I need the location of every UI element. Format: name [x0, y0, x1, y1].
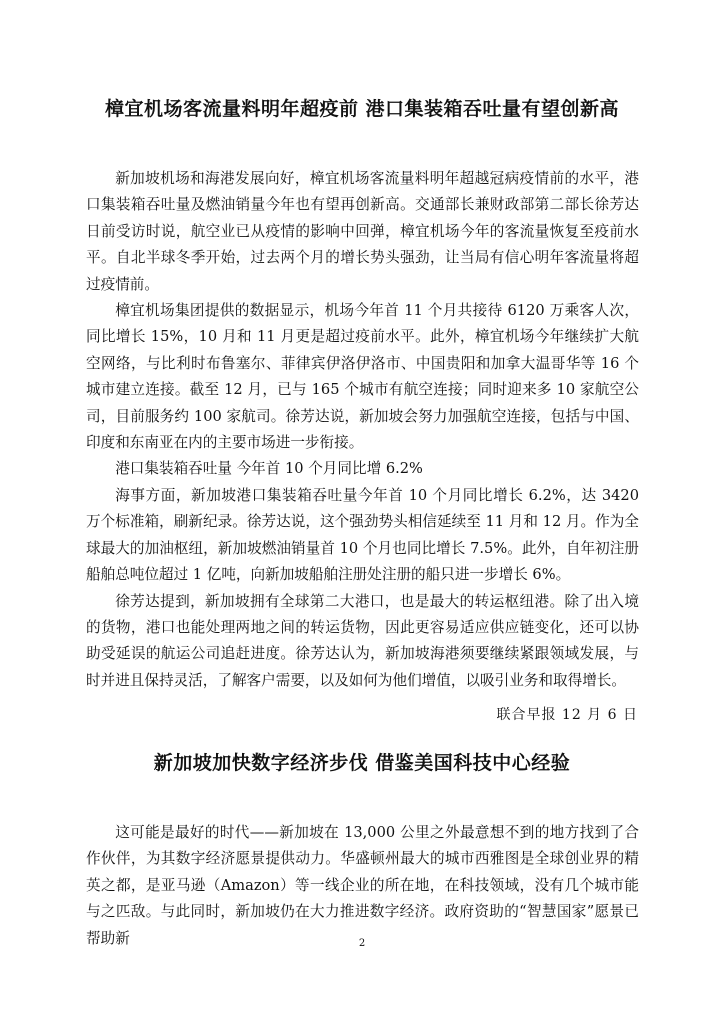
article1-body	[86, 166, 639, 694]
article1-title: 樟宜机场客流量料明年超疫前 港口集装箱吞吐量有望创新高	[104, 98, 620, 120]
article2-body	[86, 820, 639, 952]
article1-paragraph-2: 樟宜机场集团提供的数据显示，机场今年首 11 个月共接待 6120 万乘客人次，同比增长 15%，10 月和 11 月更是超过疫前水平。此外，樟宜机场今年继续扩大航空网络，与比利时布鲁塞尔、菲律宾伊洛伊洛市、中国贵阳和加拿大温哥华等 16 个城市建立连接。截至 12 月，已与 165 个城市有航空连接；同时迎来多 10 家航空公司，目前服务约 100 家航司。徐芳达说，新加坡会努力加强航空连接，包括与中国、印度和东南亚在内的主要市场进一步衔接。	[86, 302, 639, 452]
page-number: 2	[358, 938, 366, 949]
article2-title: 新加坡加快数字经济步伐 借鉴美国科技中心经验	[153, 752, 571, 774]
article1-paragraph-4: 徐芳达提到，新加坡拥有全球第二大港口，也是最大的转运枢纽港。除了出入境的货物，港口也能处理两地之间的转运货物，因此更容易适应供应链变化，还可以协助受延误的航运公司追赶进度。徐芳达认为，新加坡海港须要继续紧跟领域发展，与时并进且保持灵活，了解客户需要，以及如何为他们增值，以吸引业务和取得增长。	[86, 592, 639, 689]
article1-subheading: 港口集装箱吞吐量 今年首 10 个月同比增 6.2%	[115, 460, 423, 478]
article1-source: 联合早报 12 月 6 日	[496, 707, 638, 723]
article2-paragraph-1: 这可能是最好的时代——新加坡在 13,000 公里之外最意想不到的地方找到了合作伙伴，为其数字经济愿景提供动力。华盛顿州最大的城市西雅图是全球创业界的精英之都，是亚马逊（Amazon）等一线企业的所在地，在科技领域，没有几个城市能与之匹敌。与此同时，新加坡仍在大力推进数字经济。政府资助的“智慧国家”愿景已帮助新	[86, 824, 639, 947]
article1-paragraph-1: 新加坡机场和海港发展向好，樟宜机场客流量料明年超越冠病疫情前的水平，港口集装箱吞吐量及燃油销量今年也有望再创新高。交通部长兼财政部第二部长徐芳达日前受访时说，航空业已从疫情的影响中回弹，樟宜机场今年的客流量恢复至疫前水平。自北半球冬季开始，过去两个月的增长势头强劲，让当局有信心明年客流量将超过疫情前。	[86, 170, 639, 293]
article1-paragraph-3: 海事方面，新加坡港口集装箱吞吐量今年首 10 个月同比增长 6.2%，达 3420 万个标准箱，刷新纪录。徐芳达说，这个强劲势头相信延续至 11 月和 12 月。作为全球最大的加油枢纽，新加坡燃油销量首 10 个月也同比增长 7.5%。此外，自年初注册船舶总吨位超过 1 亿吨，向新加坡船舶注册处注册的船只进一步增长 6%。	[86, 486, 639, 584]
